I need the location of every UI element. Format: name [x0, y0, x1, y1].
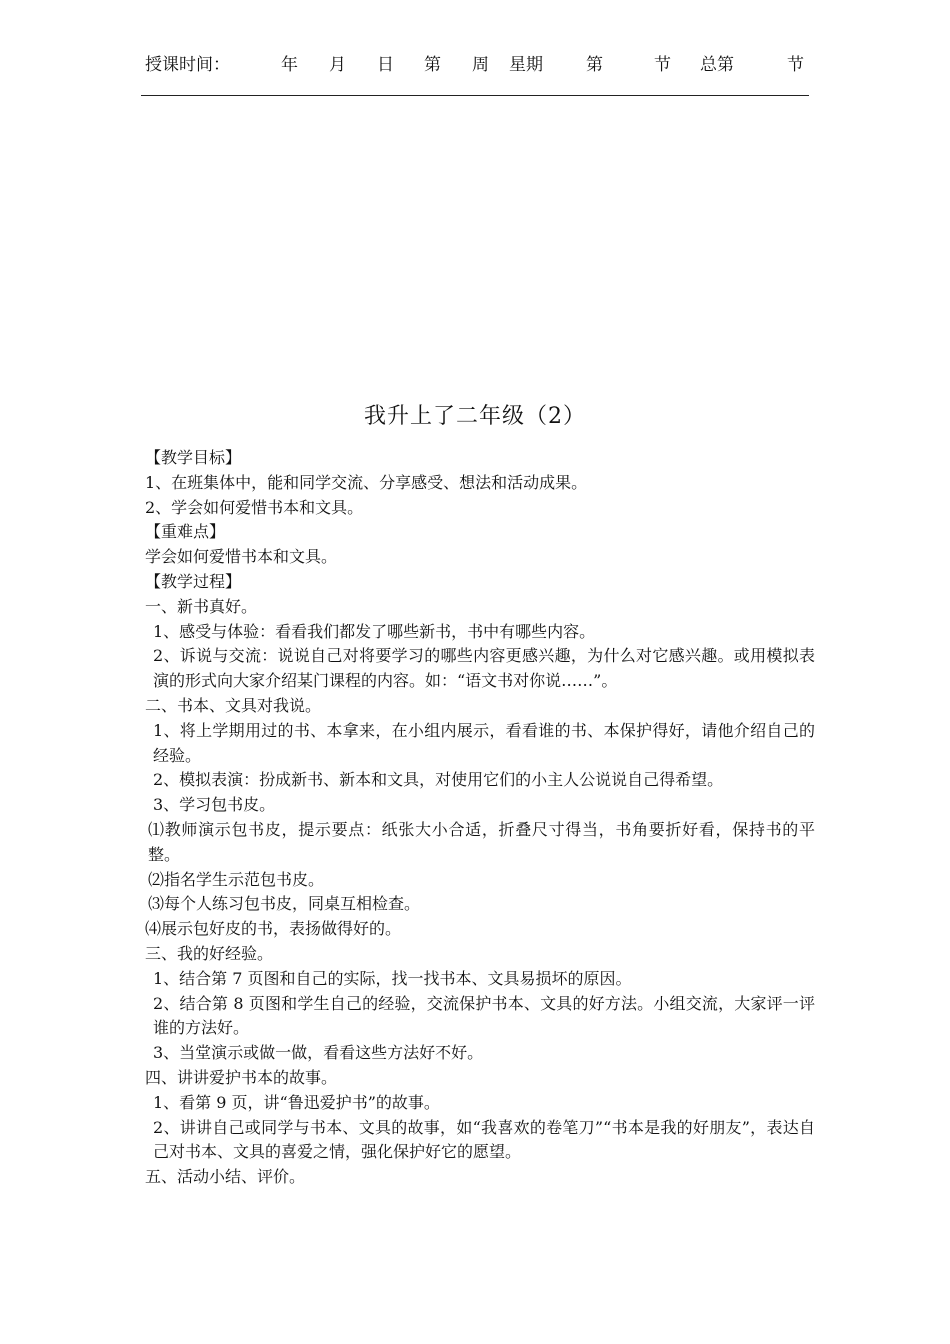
header-weekday: 星期 [509, 55, 543, 75]
header-period: 节 [654, 55, 671, 75]
body-line: 学会如何爱惜书本和文具。 [145, 547, 338, 567]
step-heading: 一、新书真好。 [145, 596, 258, 616]
lesson-time-label: 授课时间： [145, 55, 230, 75]
body-line: ⑴教师演示包书皮，提示要点：纸张大小合适，折叠尺寸得当，书角要折好看，保持书的平整。 [148, 819, 815, 864]
body-line: 1、在班集体中，能和同学交流、分享感受、想法和活动成果。 [145, 472, 588, 492]
section-heading-process: 【教学过程】 [145, 571, 242, 591]
body-line: ⑶每个人练习包书皮，同桌互相检查。 [148, 894, 421, 914]
header-total-prefix: 总第 [700, 55, 734, 75]
header-divider [141, 95, 809, 96]
lesson-time-header [145, 50, 810, 80]
header-year: 年 [281, 55, 298, 75]
body-line: ⑷展示包好皮的书，表扬做得好的。 [145, 919, 402, 939]
body-line: ⑵指名学生示范包书皮。 [148, 869, 325, 889]
step-heading: 三、我的好经验。 [145, 943, 274, 963]
body-line: 2、诉说与交流：说说自己对将要学习的哪些内容更感兴趣，为什么对它感兴趣。或用模拟表演的形式向大家介绍某门课程的内容。如：“语文书对你说……”。 [153, 646, 815, 691]
header-week: 周 [472, 55, 489, 75]
document-title: 我升上了二年级（2） [364, 404, 586, 429]
body-line: 3、当堂演示或做一做，看看这些方法好不好。 [153, 1043, 484, 1063]
header-week-prefix: 第 [424, 55, 441, 75]
body-line: 2、讲讲自己或同学与书本、文具的故事，如“我喜欢的卷笔刀”“书本是我的好朋友”，表达自己对书本、文具的喜爱之情，强化保护好它的愿望。 [153, 1117, 815, 1162]
header-period-prefix: 第 [586, 55, 603, 75]
body-line: 1、看第 9 页，讲“鲁迅爱护书”的故事。 [153, 1092, 440, 1112]
step-heading: 四、讲讲爱护书本的故事。 [145, 1067, 338, 1087]
section-heading-objectives: 【教学目标】 [145, 448, 242, 467]
step-heading: 二、书本、文具对我说。 [145, 695, 322, 715]
body-line: 1、将上学期用过的书、本拿来，在小组内展示，看看谁的书、本保护得好，请他介绍自己的经验。 [153, 720, 815, 765]
body-line: 1、感受与体验：看看我们都发了哪些新书，书中有哪些内容。 [153, 621, 596, 641]
header-day: 日 [377, 55, 394, 75]
body-line: 2、学会如何爱惜书本和文具。 [145, 497, 364, 517]
document-body [145, 446, 815, 1190]
body-line: 1、结合第 7 页图和自己的实际，找一找书本、文具易损坏的原因。 [153, 968, 632, 988]
header-month: 月 [329, 55, 346, 75]
body-line: 2、模拟表演：扮成新书、新本和文具，对使用它们的小主人公说说自己得希望。 [153, 770, 724, 790]
step-heading: 五、活动小结、评价。 [145, 1167, 306, 1187]
body-line: 3、学习包书皮。 [153, 795, 276, 815]
section-heading-key-points: 【重难点】 [145, 522, 226, 542]
header-total: 节 [787, 55, 804, 75]
body-line: 2、结合第 8 页图和学生自己的经验，交流保护书本、文具的好方法。小组交流，大家评一评谁的方法好。 [153, 993, 815, 1038]
